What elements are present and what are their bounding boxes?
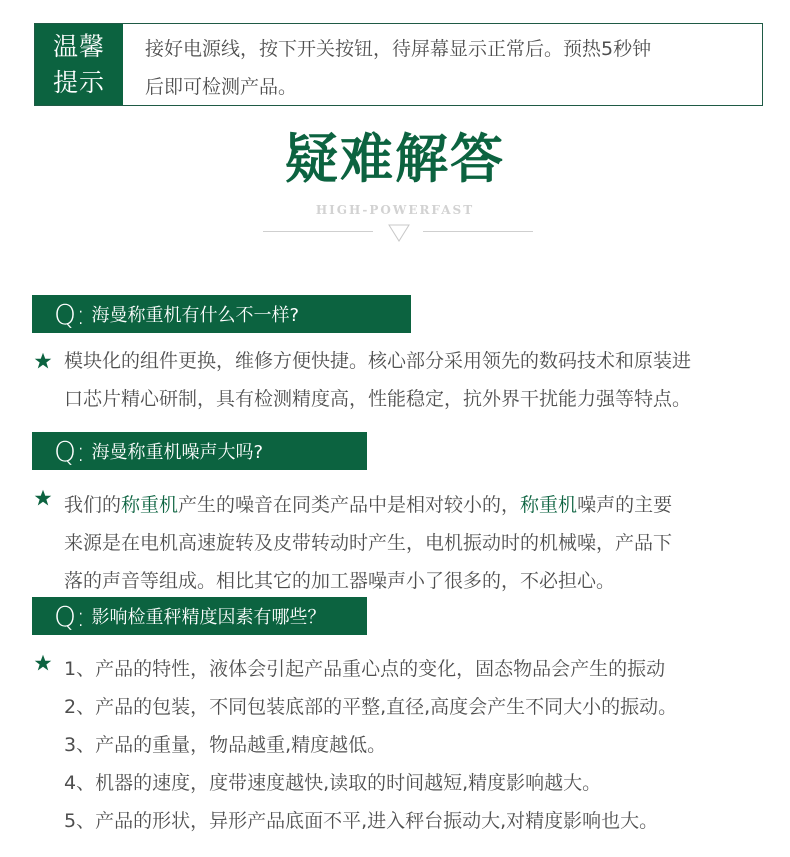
answer-line (64, 486, 774, 524)
faq-question-2 (32, 432, 367, 470)
warm-tip-box (34, 23, 763, 106)
q-prefix: Q: (54, 599, 86, 633)
answer-line: 来源是在电机高速旋转及皮带转动时产生，电机振动时的机械噪，产品下 (64, 532, 673, 554)
q-prefix: Q: (54, 297, 86, 331)
faq-answer-3 (64, 650, 774, 840)
faq-answer-2 (64, 486, 774, 600)
answer-list-item: 2、产品的包装，不同包装底部的平整,直径,高度会产生不同大小的振动。 (64, 696, 678, 718)
answer-line: 口芯片精心研制，具有检测精度高，性能稳定，抗外界干扰能力强等特点。 (64, 388, 692, 410)
faq-answer-1 (64, 342, 774, 418)
highlight-keyword: 称重机 (520, 494, 578, 516)
divider-left (263, 231, 373, 232)
answer-segment: 产生的噪音在同类产品中是相对较小的， (178, 494, 521, 516)
tip-text-line2: 后即可检测产品。 (145, 76, 298, 98)
triangle-down-icon (388, 224, 410, 242)
question-text: 海曼称重机噪声大吗? (91, 442, 264, 463)
answer-list-item: 4、机器的速度，度带速度越快,读取的时间越短,精度影响越大。 (64, 772, 602, 794)
tip-label-line2: 提示 (52, 67, 105, 97)
question-text: 海曼称重机有什么不一样? (91, 305, 300, 326)
answer-segment: 我们的 (64, 494, 122, 516)
page-title: 疑难解答 (285, 129, 505, 190)
star-icon (34, 654, 52, 672)
answer-line: 落的声音等组成。相比其它的加工器噪声小了很多的，不必担心。 (64, 570, 616, 592)
divider-right (423, 231, 533, 232)
faq-question-3 (32, 597, 367, 635)
star-icon (34, 352, 52, 370)
tip-text-line1: 接好电源线，按下开关按钮，待屏幕显示正常后。预热5秒钟 (145, 38, 652, 60)
question-text: 影响检重秤精度因素有哪些？ (91, 607, 326, 628)
answer-list-item: 1、产品的特性，液体会引起产品重心点的变化，固态物品会产生的振动 (64, 658, 666, 680)
answer-list-item: 3、产品的重量，物品越重,精度越低。 (64, 734, 387, 756)
warm-tip-text (123, 24, 762, 105)
answer-segment: 噪声的主要 (577, 494, 673, 516)
star-icon (34, 489, 52, 507)
answer-list-item: 5、产品的形状，异形产品底面不平,进入秤台振动大,对精度影响也大。 (64, 810, 659, 832)
tip-label-line1: 温馨 (52, 31, 105, 61)
faq-question-1 (32, 295, 411, 333)
answer-line: 模块化的组件更换，维修方便快捷。核心部分采用领先的数码技术和原装进 (64, 350, 692, 372)
warm-tip-label (35, 24, 123, 105)
highlight-keyword: 称重机 (121, 494, 179, 516)
q-prefix: Q: (54, 434, 86, 468)
page-subtitle: HIGH-POWERFAST (315, 203, 475, 217)
